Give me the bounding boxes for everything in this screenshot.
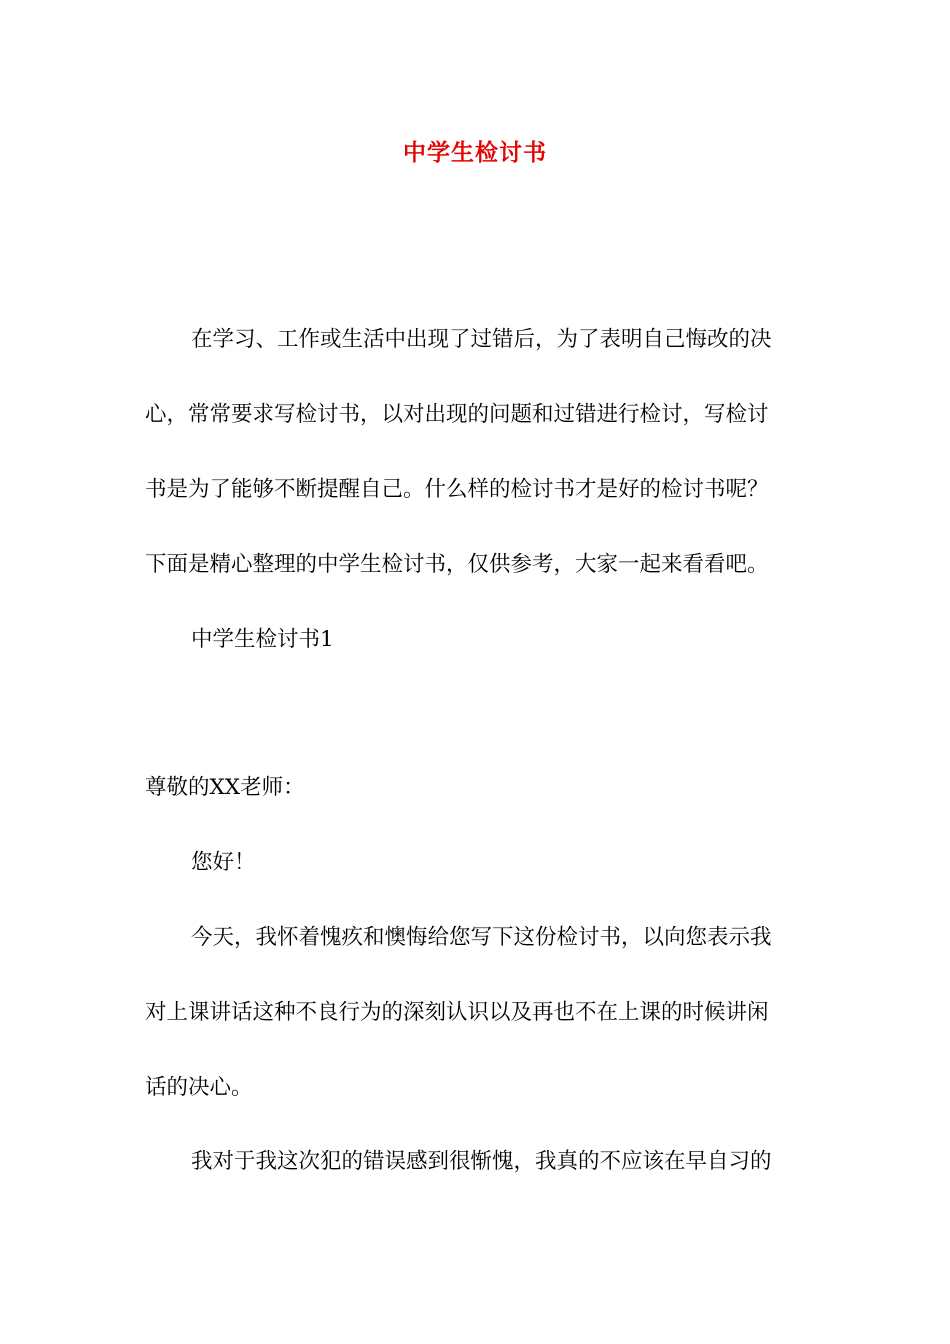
body-line-4: 我对于我这次犯的错误感到很惭愧，我真的不应该在早自习的 (191, 1149, 772, 1174)
body-line-2: 对上课讲话这种不良行为的深刻认识以及再也不在上课的时候讲闲 (145, 1000, 769, 1025)
document-title: 中学生检讨书 (403, 139, 547, 166)
salutation: 尊敬的XX老师： (145, 775, 305, 800)
intro-line-4: 下面是精心整理的中学生检讨书，仅供参考，大家一起来看看吧。 (145, 552, 769, 577)
intro-line-2: 心，常常要求写检讨书，以对出现的问题和过错进行检讨，写检讨 (145, 402, 769, 427)
section-heading: 中学生检讨书1 (191, 627, 334, 652)
intro-line-3: 书是为了能够不断提醒自己。什么样的检讨书才是好的检讨书呢？ (145, 477, 769, 502)
body-line-3: 话的决心。 (145, 1075, 253, 1100)
intro-line-1: 在学习、工作或生活中出现了过错后，为了表明自己悔改的决 (191, 327, 772, 352)
greeting: 您好！ (191, 850, 256, 875)
body-line-1: 今天，我怀着愧疚和懊悔给您写下这份检讨书，以向您表示我 (191, 925, 772, 950)
